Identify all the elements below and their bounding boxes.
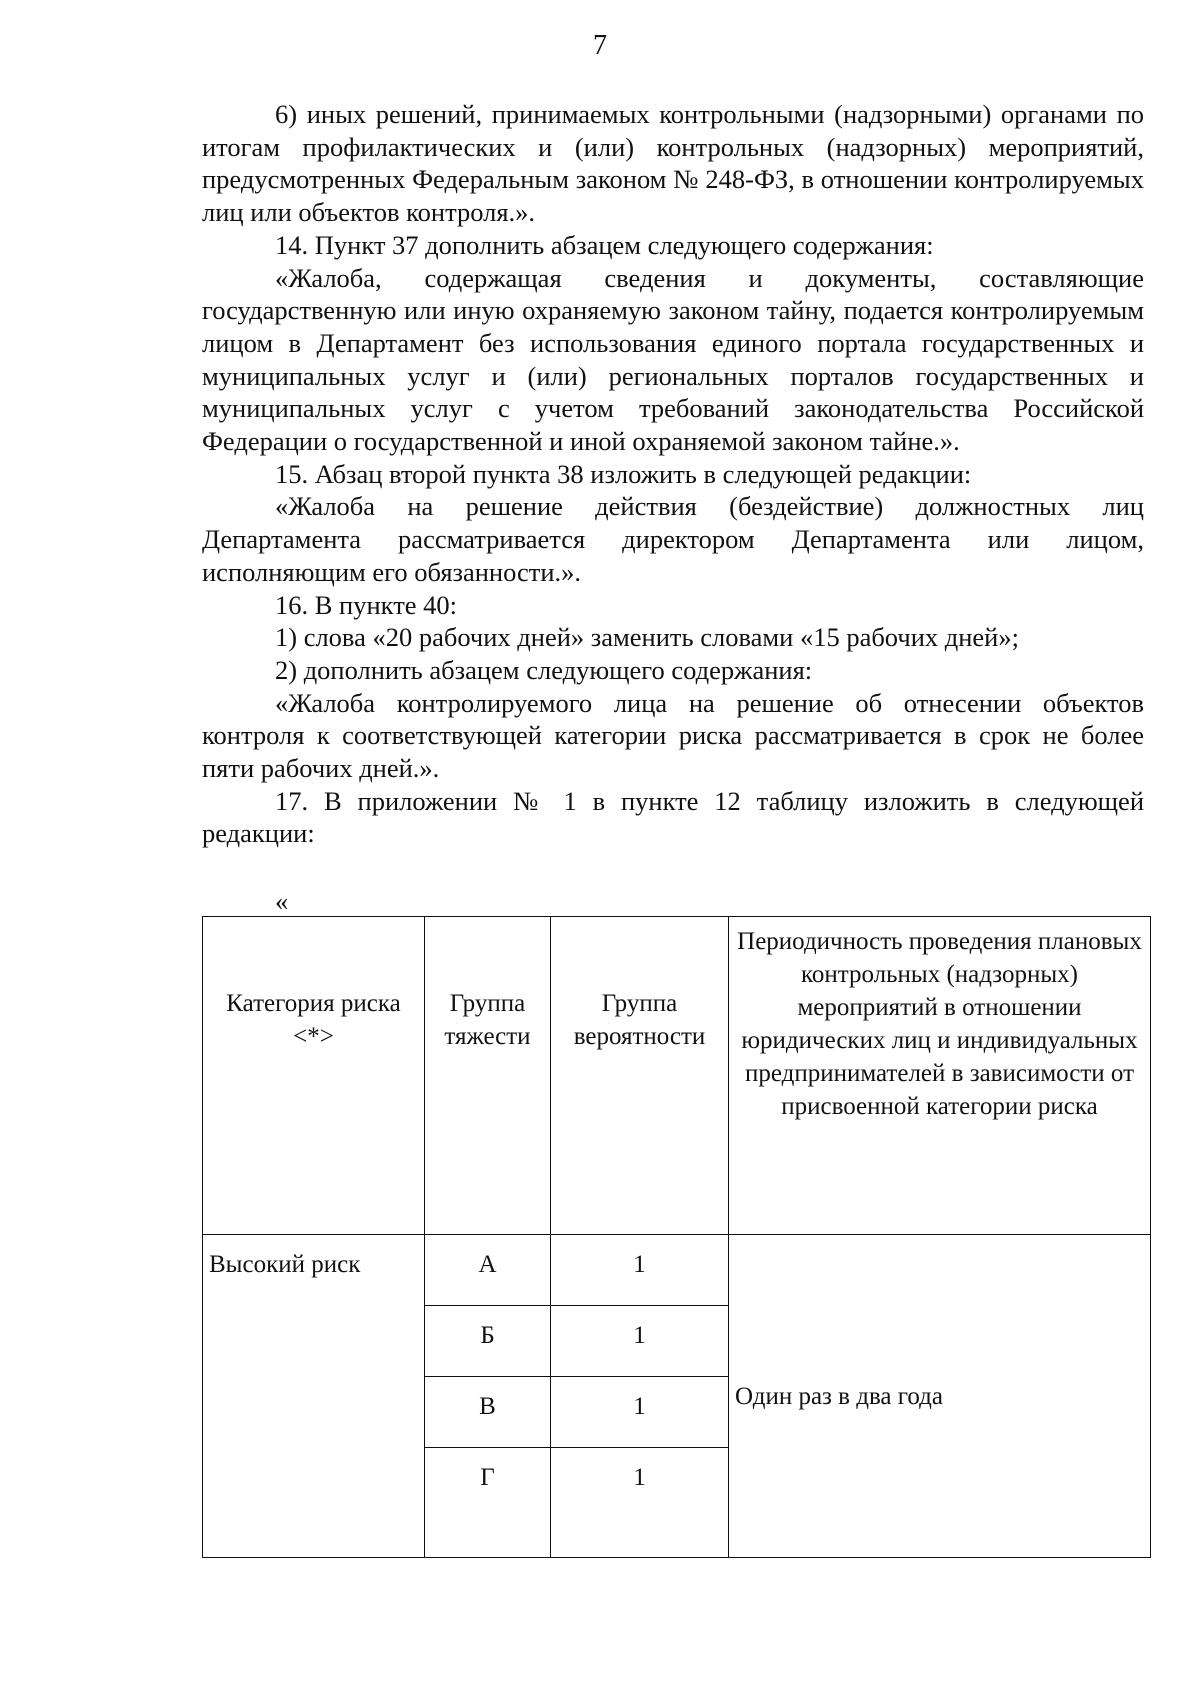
paragraph-subitem-1: 1) слова «20 рабочих дней» заменить словами «15 рабочих дней»;: [275, 622, 1019, 653]
paragraph-point-17: 17. В приложении № 1 в пункте 12 таблицу изложить в следующей редакции:: [202, 785, 1144, 849]
cell-probability: 1: [551, 1235, 729, 1306]
table-header-row: [203, 917, 1151, 1235]
header-category: Категория риска <*>: [203, 917, 425, 1235]
table-open-quote: «: [275, 886, 289, 916]
header-severity: Группа тяжести: [425, 917, 551, 1235]
header-periodicity: Периодичность проведения плановых контрольных (надзорных) мероприятий в отношении юридических лиц и индивидуальных предпринимателей в зависимости от присвоенной категории риска: [729, 917, 1151, 1235]
document-body: [202, 98, 1144, 850]
cell-probability: 1: [551, 1377, 729, 1448]
table-row: [203, 1235, 1151, 1306]
cell-severity: В: [425, 1377, 551, 1448]
paragraph-complaint-category: «Жалоба контролируемого лица на решение об отнесении объектов контроля к соответствующей категории риска рассматривается в срок не более пяти рабочих дней.».: [202, 687, 1144, 784]
risk-table: [202, 916, 1151, 1558]
paragraph-subitem-2: 2) дополнить абзацем следующего содержания:: [275, 654, 813, 685]
cell-severity: Б: [425, 1306, 551, 1377]
paragraph-complaint-secret: «Жалоба, содержащая сведения и документы, составляющие государственную или иную охраняемую законом тайну, подается контролируемым лицом в Департамент без использования единого портала государственных и муниципальных услуг и (или) региональных порталов государственных и муниципальных услуг с учетом требований законодательства Российской Федерации о государственной и иной охраняемой законом тайне.».: [202, 262, 1144, 457]
cell-severity: Г: [425, 1448, 551, 1558]
header-probability: Группа вероятности: [551, 917, 729, 1235]
paragraph-point-14: 14. Пункт 37 дополнить абзацем следующего содержания:: [275, 229, 934, 260]
paragraph-point-16: 16. В пункте 40:: [275, 589, 458, 620]
page-number: 7: [593, 30, 607, 61]
cell-probability: 1: [551, 1306, 729, 1377]
paragraph-point-15: 15. Абзац второй пункта 38 изложить в следующей редакции:: [275, 458, 972, 489]
paragraph-item-6: 6) иных решений, принимаемых контрольными (надзорными) органами по итогам профилактических и (или) контрольных (надзорных) мероприятий, предусмотренных Федеральным законом № 248-ФЗ, в отношении контролируемых лиц или объектов контроля.».: [202, 99, 1144, 228]
cell-probability: 1: [551, 1448, 729, 1558]
paragraph-complaint-director: «Жалоба на решение действия (бездействие) должностных лиц Департамента рассматривается директором Департамента или лицом, исполняющим его обязанности.».: [202, 491, 1144, 587]
cell-periodicity: Один раз в два года: [729, 1235, 1151, 1558]
cell-risk-category: Высокий риск: [203, 1235, 425, 1558]
cell-severity: А: [425, 1235, 551, 1306]
